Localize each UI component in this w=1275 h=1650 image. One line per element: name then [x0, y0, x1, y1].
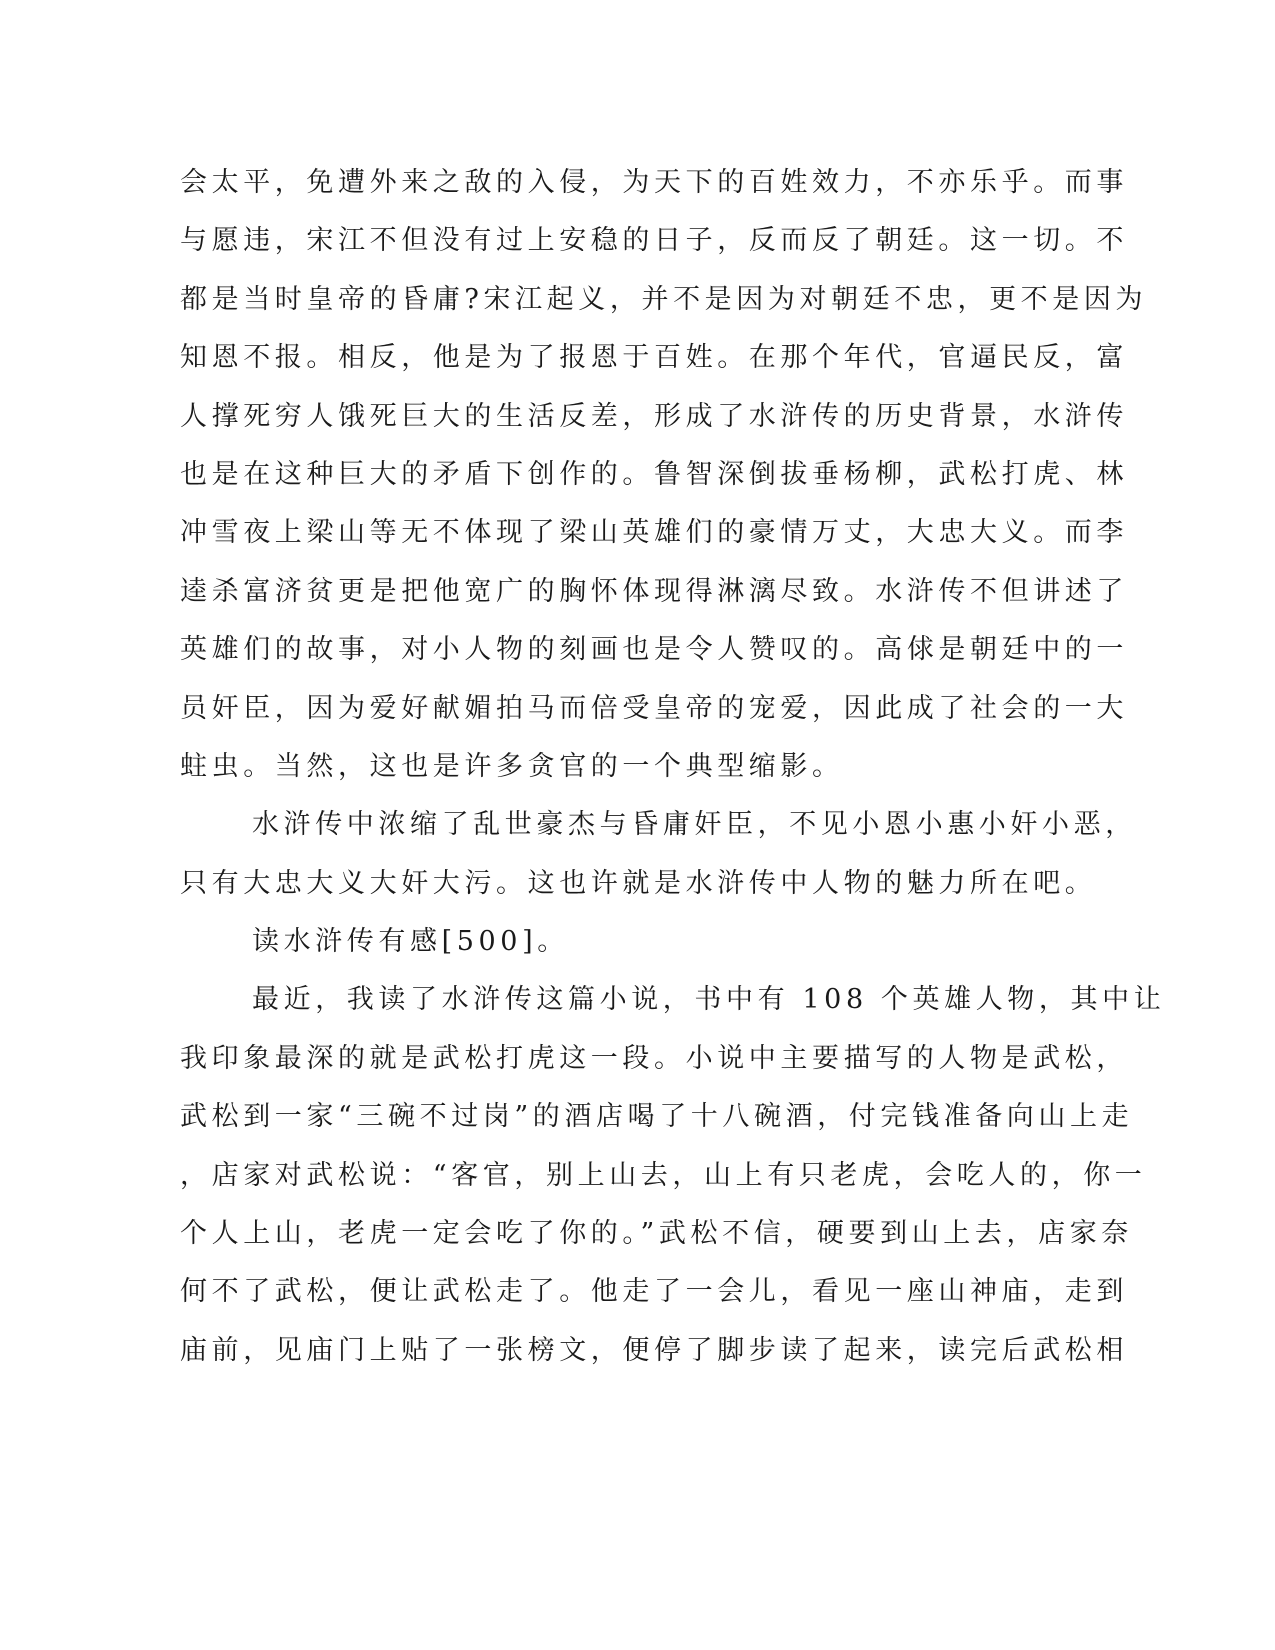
text-line: 知恩不报。相反，他是为了报恩于百姓。在那个年代，官逼民反，富 — [180, 342, 1128, 374]
text-line: 都是当时皇帝的昏庸?宋江起义，并不是因为对朝廷不忠，更不是因为 — [180, 283, 1148, 315]
text-line: 员奸臣，因为爱好献媚拍马而倍受皇帝的宠爱，因此成了社会的一大 — [180, 692, 1128, 724]
text-line: ，店家对武松说：“客官，别上山去，山上有只老虎，会吃人的，你一 — [180, 1159, 1147, 1191]
section-heading: 读水浒传有感[500]。 — [252, 926, 569, 958]
paragraph-first-line: 最近，我读了水浒传这篇小说，书中有 108 个英雄人物，其中让 — [252, 984, 1166, 1016]
body-text — [180, 154, 1166, 1380]
text-line: 我印象最深的就是武松打虎这一段。小说中主要描写的人物是武松， — [180, 1042, 1128, 1074]
text-line: 冲雪夜上梁山等无不体现了梁山英雄们的豪情万丈，大忠大义。而李 — [180, 517, 1128, 549]
text-line: 何不了武松，便让武松走了。他走了一会儿，看见一座山神庙，走到 — [180, 1276, 1128, 1308]
text-line: 蛀虫。当然，这也是许多贪官的一个典型缩影。 — [180, 750, 844, 782]
text-line: 也是在这种巨大的矛盾下创作的。鲁智深倒拔垂杨柳，武松打虎、林 — [180, 458, 1128, 490]
text-line: 逵杀富济贫更是把他宽广的胸怀体现得淋漓尽致。水浒传不但讲述了 — [180, 575, 1128, 607]
text-line: 庙前，见庙门上贴了一张榜文，便停了脚步读了起来，读完后武松相 — [180, 1334, 1128, 1366]
text-line: 与愿违，宋江不但没有过上安稳的日子，反而反了朝廷。这一切。不 — [180, 225, 1128, 257]
text-line: 武松到一家“三碗不过岗”的酒店喝了十八碗酒，付完钱准备向山上走 — [180, 1101, 1134, 1133]
text-line: 英雄们的故事，对小人物的刻画也是令人赞叹的。高俅是朝廷中的一 — [180, 634, 1128, 666]
text-line: 会太平，免遭外来之敌的入侵，为天下的百姓效力，不亦乐乎。而事 — [180, 167, 1128, 198]
text-line: 人撑死穷人饿死巨大的生活反差，形成了水浒传的历史背景，水浒传 — [180, 400, 1128, 432]
text-line: 只有大忠大义大奸大污。这也许就是水浒传中人物的魅力所在吧。 — [180, 867, 1097, 899]
paragraph-first-line: 水浒传中浓缩了乱世豪杰与昏庸奸臣，不见小恩小惠小奸小恶， — [252, 809, 1137, 841]
text-line: 个人上山，老虎一定会吃了你的。”武松不信，硬要到山上去，店家奈 — [180, 1218, 1133, 1250]
